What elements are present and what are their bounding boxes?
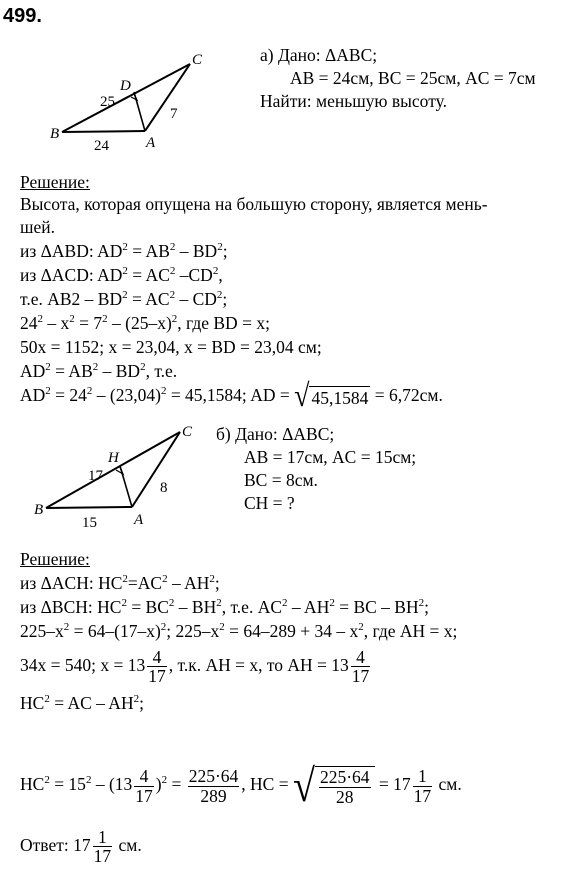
sol-b-line3: $225-x^2 = 64-(17-x)^2$; $225-x^2 = 64-289 + 34 - x^2$, где AH = x; <box>20 621 458 641</box>
sol-b-line5: $HC^2$ = AC – $AH^2$; <box>20 693 144 713</box>
side-ba-b <box>46 507 132 508</box>
label-15: 15 <box>82 515 97 531</box>
sol-b-line4: 34x = 540; x = 13 $\frac{4}{17}$ , т.к. AH = x, то AH = 13 $\frac{4}{17}$ <box>20 647 370 687</box>
label-d: D <box>120 78 131 94</box>
label-a-a: A <box>146 135 156 151</box>
sol-a-line1: Высота, которая опущена на большую сторону, является мень- <box>20 194 488 214</box>
sol-a-line7: 50x = 1152; x = 23,04, x = BD = 23,04 см; <box>20 337 322 357</box>
side-ac-b <box>132 432 180 507</box>
sqrt-ad: √ 45,1584 <box>294 378 369 415</box>
label-24: 24 <box>94 138 109 152</box>
label-h: H <box>108 450 119 466</box>
sol-a-line4: из ΔACD: $AD^2 = AC^2$ $-CD^2$, <box>20 265 223 285</box>
sol-a-line9: $AD^2 = 24^2 - (23,04)^2 = 45,1584$; AD = √ 45,1584 = 6,72см. <box>20 378 443 415</box>
label-c-b: C <box>182 424 193 440</box>
label-a-b: A <box>134 512 144 528</box>
sol-a-line5: т.е. $AB2 - BD^2 = AC^2 - CD^2$; <box>20 289 228 309</box>
sol-b-line1: из ΔACH: $HC^2=AC^2 - AH^2$; <box>20 573 220 593</box>
sides-a: AB = 24см, BC = 25см, AC = 7см <box>290 68 536 88</box>
label-17: 17 <box>88 468 103 484</box>
sol-b-line2: из ΔBCH: $HC^2 = BC^2 - BH^2$, т.е. $AC^2 - AH^2$ = BC – $BH^2$; <box>20 597 429 617</box>
sol-b-line6: $HC^2 = 15^2 - (13$ $\frac{4}{17}$ )$^2$ = $\frac{225\cdot 64}{289}$ , HC = √ $\frac{225\cdot 64}{28}$ = 17 $\frac{1}{17}$ см. <box>20 759 462 812</box>
side-ac-a <box>145 64 190 131</box>
sol-a-line3: из ΔABD: $AD^2 = AB^2 - BD^2$; <box>20 241 228 261</box>
side-ba-a <box>62 131 145 132</box>
side-bc-b <box>46 432 180 508</box>
label-8: 8 <box>160 480 168 496</box>
bc-b: BC = 8см. <box>244 470 318 490</box>
solution-title-a: Решение: <box>20 172 90 192</box>
ch-b: CH = ? <box>244 493 295 513</box>
label-b-b: B <box>34 502 44 518</box>
solution-title-b: Решение: <box>20 549 90 569</box>
triangle-figure-a <box>50 52 210 152</box>
label-c-a: C <box>192 52 203 68</box>
label-7: 7 <box>170 106 178 122</box>
given-a: а) Дано: ΔABC; <box>260 45 378 65</box>
sol-a-line2: шей. <box>20 217 55 237</box>
label-25: 25 <box>100 94 115 110</box>
sol-a-line8: $AD^2 = AB^2 - BD^2$, т.е. <box>20 361 178 381</box>
sqrt-hc: √ $\frac{225\cdot 64}{28}$ <box>293 766 375 806</box>
sol-a-line6: $24^2 - x^2 = 7^2 - (25-x)^2$, где BD = x; <box>20 313 270 333</box>
problem-number: 499. <box>3 5 42 27</box>
find-a: Найти: меньшую высоту. <box>260 91 447 111</box>
sides-b: AB = 17см, AC = 15см; <box>244 447 417 467</box>
given-b: б) Дано: ΔABC; <box>216 424 335 444</box>
triangle-figure-b <box>32 420 207 532</box>
label-b-a: B <box>50 126 60 142</box>
answer-line: Ответ: 17 $\frac{1}{17}$ см. <box>20 827 142 867</box>
